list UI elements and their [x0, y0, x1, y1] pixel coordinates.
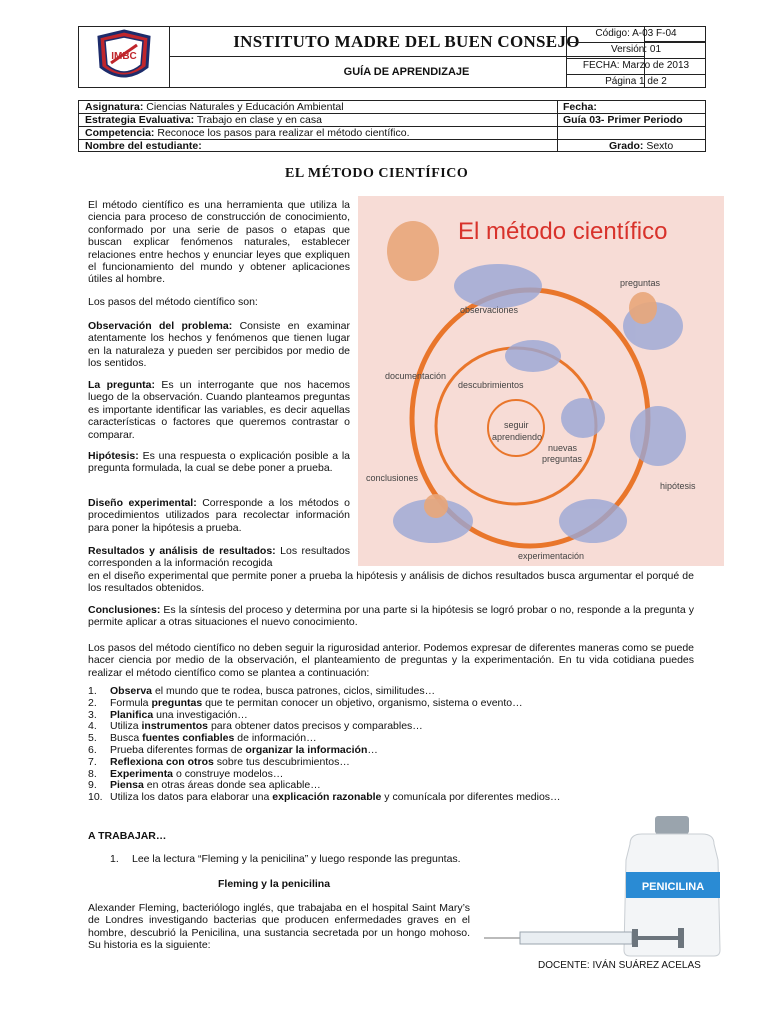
list-item: 9. Piensa en otras áreas donde sea aplicable… — [88, 779, 321, 792]
doc-code: Código: A-03 F-04 — [567, 27, 705, 43]
doc-version: Versión: 01 — [567, 43, 705, 59]
def-resultados-cont: en el diseño experimental que permite poner a prueba la hipótesis y análisis de dichos resultados busca argumentar el porqué de los resultados obtenidos. — [88, 570, 694, 595]
def-conclusiones: Conclusiones: Es la síntesis del proceso y determina por una parte si la hipótesis se logró probar o no, responde a la pregunta y permite aplicar a otras situaciones el nuevo conocimiento. — [88, 604, 694, 629]
svg-text:preguntas: preguntas — [542, 454, 583, 464]
doc-date: FECHA: Marzo de 2013 — [567, 59, 705, 75]
list-item: 7. Reflexiona con otros sobre tus descubrimientos… — [88, 755, 350, 768]
svg-text:preguntas: preguntas — [620, 278, 661, 288]
list-item: 8. Experimenta o construye modelos… — [88, 767, 284, 780]
def-observacion: Observación del problema: Consiste en examinar atentamente los hechos y fenómenos que tienen lugar en la naturaleza y pueden ser percibidos por medio de los sentidos. — [88, 320, 350, 370]
row-estudiante: Nombre del estudiante: Grado: Sexto — [85, 140, 674, 152]
svg-text:seguir: seguir — [504, 420, 529, 430]
def-pregunta: La pregunta: Es un interrogante que nos hacemos luego de la observación. Cuando planteamos preguntas es importante identificar las variables, es decir aquellas características o factores que queremos contrastar o comparar. — [88, 379, 350, 441]
school-logo — [79, 27, 169, 87]
row-competencia: Competencia: Reconoce los pasos para realizar el método científico. — [79, 127, 705, 140]
svg-text:nuevas: nuevas — [548, 443, 578, 453]
reading-text: Alexander Fleming, bacteriólogo inglés, que trabajaba en el hospital Saint Mary’s de Londres investigando bacterias que producen enfermedades graves en el hombre, descubrió la Penicilina, una sustancia secretada por un hongo mohoso. Su historia es la siguiente: — [88, 902, 470, 952]
list-item: 10. Utiliza los datos para elaborar una explicación razonable y comunícala por diferentes medios… — [88, 791, 561, 804]
scientific-method-figure — [358, 196, 724, 566]
def-hipotesis: Hipótesis: Es una respuesta o explicación posible a la pregunta formulada, la cual se debe poner a prueba. — [88, 450, 350, 475]
reading-title: Fleming y la penicilina — [218, 878, 331, 890]
row-asignatura: Asignatura: Ciencias Naturales y Educación Ambiental Fecha: — [79, 101, 705, 114]
info-table — [78, 100, 706, 152]
svg-text:experimentación: experimentación — [518, 551, 585, 561]
svg-text:aprendiendo: aprendiendo — [492, 432, 543, 442]
work-heading: A TRABAJAR… — [88, 830, 167, 842]
steps-intro: Los pasos del método científico son: — [88, 296, 258, 308]
list-item: 2. Formula preguntas que te permitan conocer un objetivo, organismo, sistema o evento… — [88, 696, 523, 709]
penicillin-illustration — [480, 810, 730, 960]
list-item: 1. Observa el mundo que te rodea, busca patrones, ciclos, similitudes… — [88, 685, 436, 697]
def-resultados: Resultados y análisis de resultados: Los resultados corresponden a la información recogida — [88, 545, 350, 570]
vial-label: PENICILINA — [641, 881, 705, 893]
def-diseno: Diseño experimental: Corresponde a los métodos o procedimientos utilizados para recolectar información para poner la hipótesis a prueba. — [88, 497, 351, 534]
work-item: 1. Lee la lectura “Fleming y la penicilina” y luego responde las preguntas. — [110, 853, 461, 865]
teacher-name: DOCENTE: IVÁN SUÁREZ ACELAS — [538, 960, 701, 971]
row-estrategia: Estrategia Evaluativa: Trabajo en clase y en casa Guía 03- Primer Periodo — [79, 114, 705, 127]
svg-text:hipótesis: hipótesis — [660, 481, 696, 491]
figure-title: El método científico — [458, 218, 668, 245]
page-title: EL MÉTODO CIENTÍFICO — [285, 166, 469, 181]
doc-meta — [566, 26, 706, 88]
body-paragraph: Los pasos del método científico no deben seguir la rigurosidad anterior. Podemos expresar de diferentes maneras como se puede hacer ciencia por medio de la observación, el planteamiento de preguntas y la experimentación. En tu vida cotidiana puedes realizar el método científico como se plantea a continuación: — [88, 642, 694, 679]
list-item: 5. Busca fuentes confiables de información… — [88, 732, 317, 745]
doc-type: GUÍA DE APRENDIZAJE — [169, 57, 645, 87]
steps-list — [88, 686, 648, 804]
list-item: 3. Planifica una investigación… — [88, 708, 248, 721]
logo-cell — [79, 27, 170, 87]
svg-text:IMBC: IMBC — [111, 51, 137, 62]
svg-text:descubrimientos: descubrimientos — [458, 380, 524, 390]
intro-paragraph: El método científico es una herramienta que utiliza la ciencia para proceso de construcción de conocimiento, conformado por una serie de pasos o etapas que buscan explicar fenómenos naturales, establecer relaciones entre hechos y enunciar leyes que expliquen el funcionamiento del mundo y obtener aplicaciones útiles al hombre. — [88, 199, 350, 286]
institution-name: INSTITUTO MADRE DEL BUEN CONSEJO — [169, 27, 645, 57]
list-item: 6. Prueba diferentes formas de organizar la información… — [88, 743, 378, 756]
svg-text:conclusiones: conclusiones — [366, 473, 419, 483]
list-item: 4. Utiliza instrumentos para obtener datos precisos y comparables… — [88, 720, 423, 733]
doc-page: Página 1 de 2 — [605, 76, 667, 87]
svg-text:observaciones: observaciones — [460, 305, 519, 315]
svg-text:documentación: documentación — [385, 371, 447, 381]
